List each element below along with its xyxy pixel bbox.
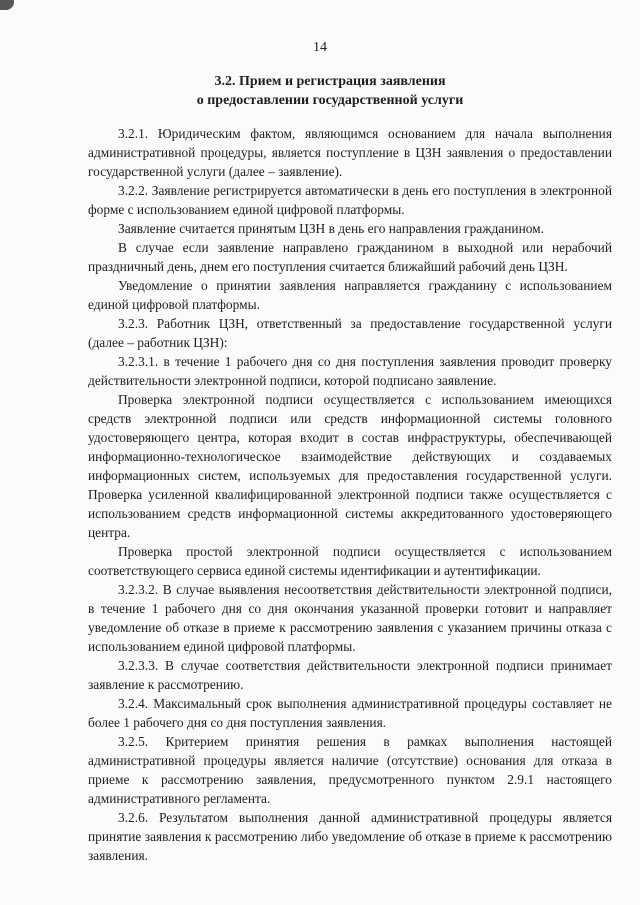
section-heading-line-2: о предоставлении государственной услуги bbox=[196, 93, 464, 108]
section-heading bbox=[60, 72, 600, 110]
paragraph-3-2-3-1: 3.2.3.1. в течение 1 рабочего дня со дня поступления заявления проводит проверку действительности электронной подписи, которой подписано заявление. bbox=[88, 354, 612, 388]
section-heading-line-1: 3.2. Прием и регистрация заявления bbox=[214, 74, 446, 89]
paragraph-3-2-2: 3.2.2. Заявление регистрируется автоматически в день его поступления в электронной форме с использованием единой цифровой платформы. bbox=[88, 183, 612, 217]
paragraph-3-2-3: 3.2.3. Работник ЦЗН, ответственный за предоставление государственной услуги (далее – работник ЦЗН): bbox=[88, 316, 612, 350]
paragraph-3-2-3-2: 3.2.3.2. В случае выявления несоответствия действительности электронной подписи, в течение 1 рабочего дня со дня окончания указанной проверки готовит и направляет уведомление об отказе в приеме к рассмотрению заявления с указанием причины отказа с использованием единой цифровой платформы. bbox=[88, 582, 612, 654]
paragraph-3-2-6: 3.2.6. Результатом выполнения данной административной процедуры является принятие заявления к рассмотрению либо уведомление об отказе в приеме к рассмотрению заявления. bbox=[88, 810, 612, 863]
paragraph-holiday: В случае если заявление направлено гражданином в выходной или нерабочий праздничный день, днем его поступления считается ближайший рабочий день ЦЗН. bbox=[88, 240, 612, 274]
paragraph-3-2-5: 3.2.5. Критерием принятия решения в рамках выполнения настоящей административной процедуры является наличие (отсутствие) основания для отказа в приеме к рассмотрению заявления, предусмотренного пунктом 2.9.1 настоящего административного регламента. bbox=[88, 734, 612, 806]
paragraph-signature-check: Проверка электронной подписи осуществляется с использованием имеющихся средств электронной подписи или средств информационной системы головного удостоверяющего центра, которая входит в состав инфраструктуры, обеспечивающей информационно-технологическое взаимодействие действующих и создаваемых информационных систем, используемых для предоставления государственной услуги. Проверка усиленной квалифицированной электронной подписи также осуществляется с использованием средств информационной системы аккредитованного удостоверяющего центра. bbox=[88, 392, 612, 540]
paragraph-3-2-3-3: 3.2.3.3. В случае соответствия действительности электронной подписи принимает заявление к рассмотрению. bbox=[88, 658, 612, 692]
paragraph-simple-signature: Проверка простой электронной подписи осуществляется с использованием соответствующего сервиса единой системы идентификации и аутентификации. bbox=[88, 544, 612, 578]
page-number: 14 bbox=[313, 40, 327, 55]
paragraph-notification: Уведомление о принятии заявления направляется гражданину с использованием единой цифровой платформы. bbox=[88, 278, 612, 312]
paragraph-3-2-4: 3.2.4. Максимальный срок выполнения административной процедуры составляет не более 1 рабочего дня со дня поступления заявления. bbox=[88, 696, 612, 730]
paragraph-3-2-1: 3.2.1. Юридическим фактом, являющимся основанием для начала выполнения административной процедуры, является поступление в ЦЗН заявления о предоставлении государственной услуги (далее – заявление). bbox=[88, 126, 612, 179]
paragraph-accepted: Заявление считается принятым ЦЗН в день его направления гражданином. bbox=[118, 221, 545, 236]
scan-artifact bbox=[0, 0, 14, 10]
document-body bbox=[88, 124, 612, 865]
